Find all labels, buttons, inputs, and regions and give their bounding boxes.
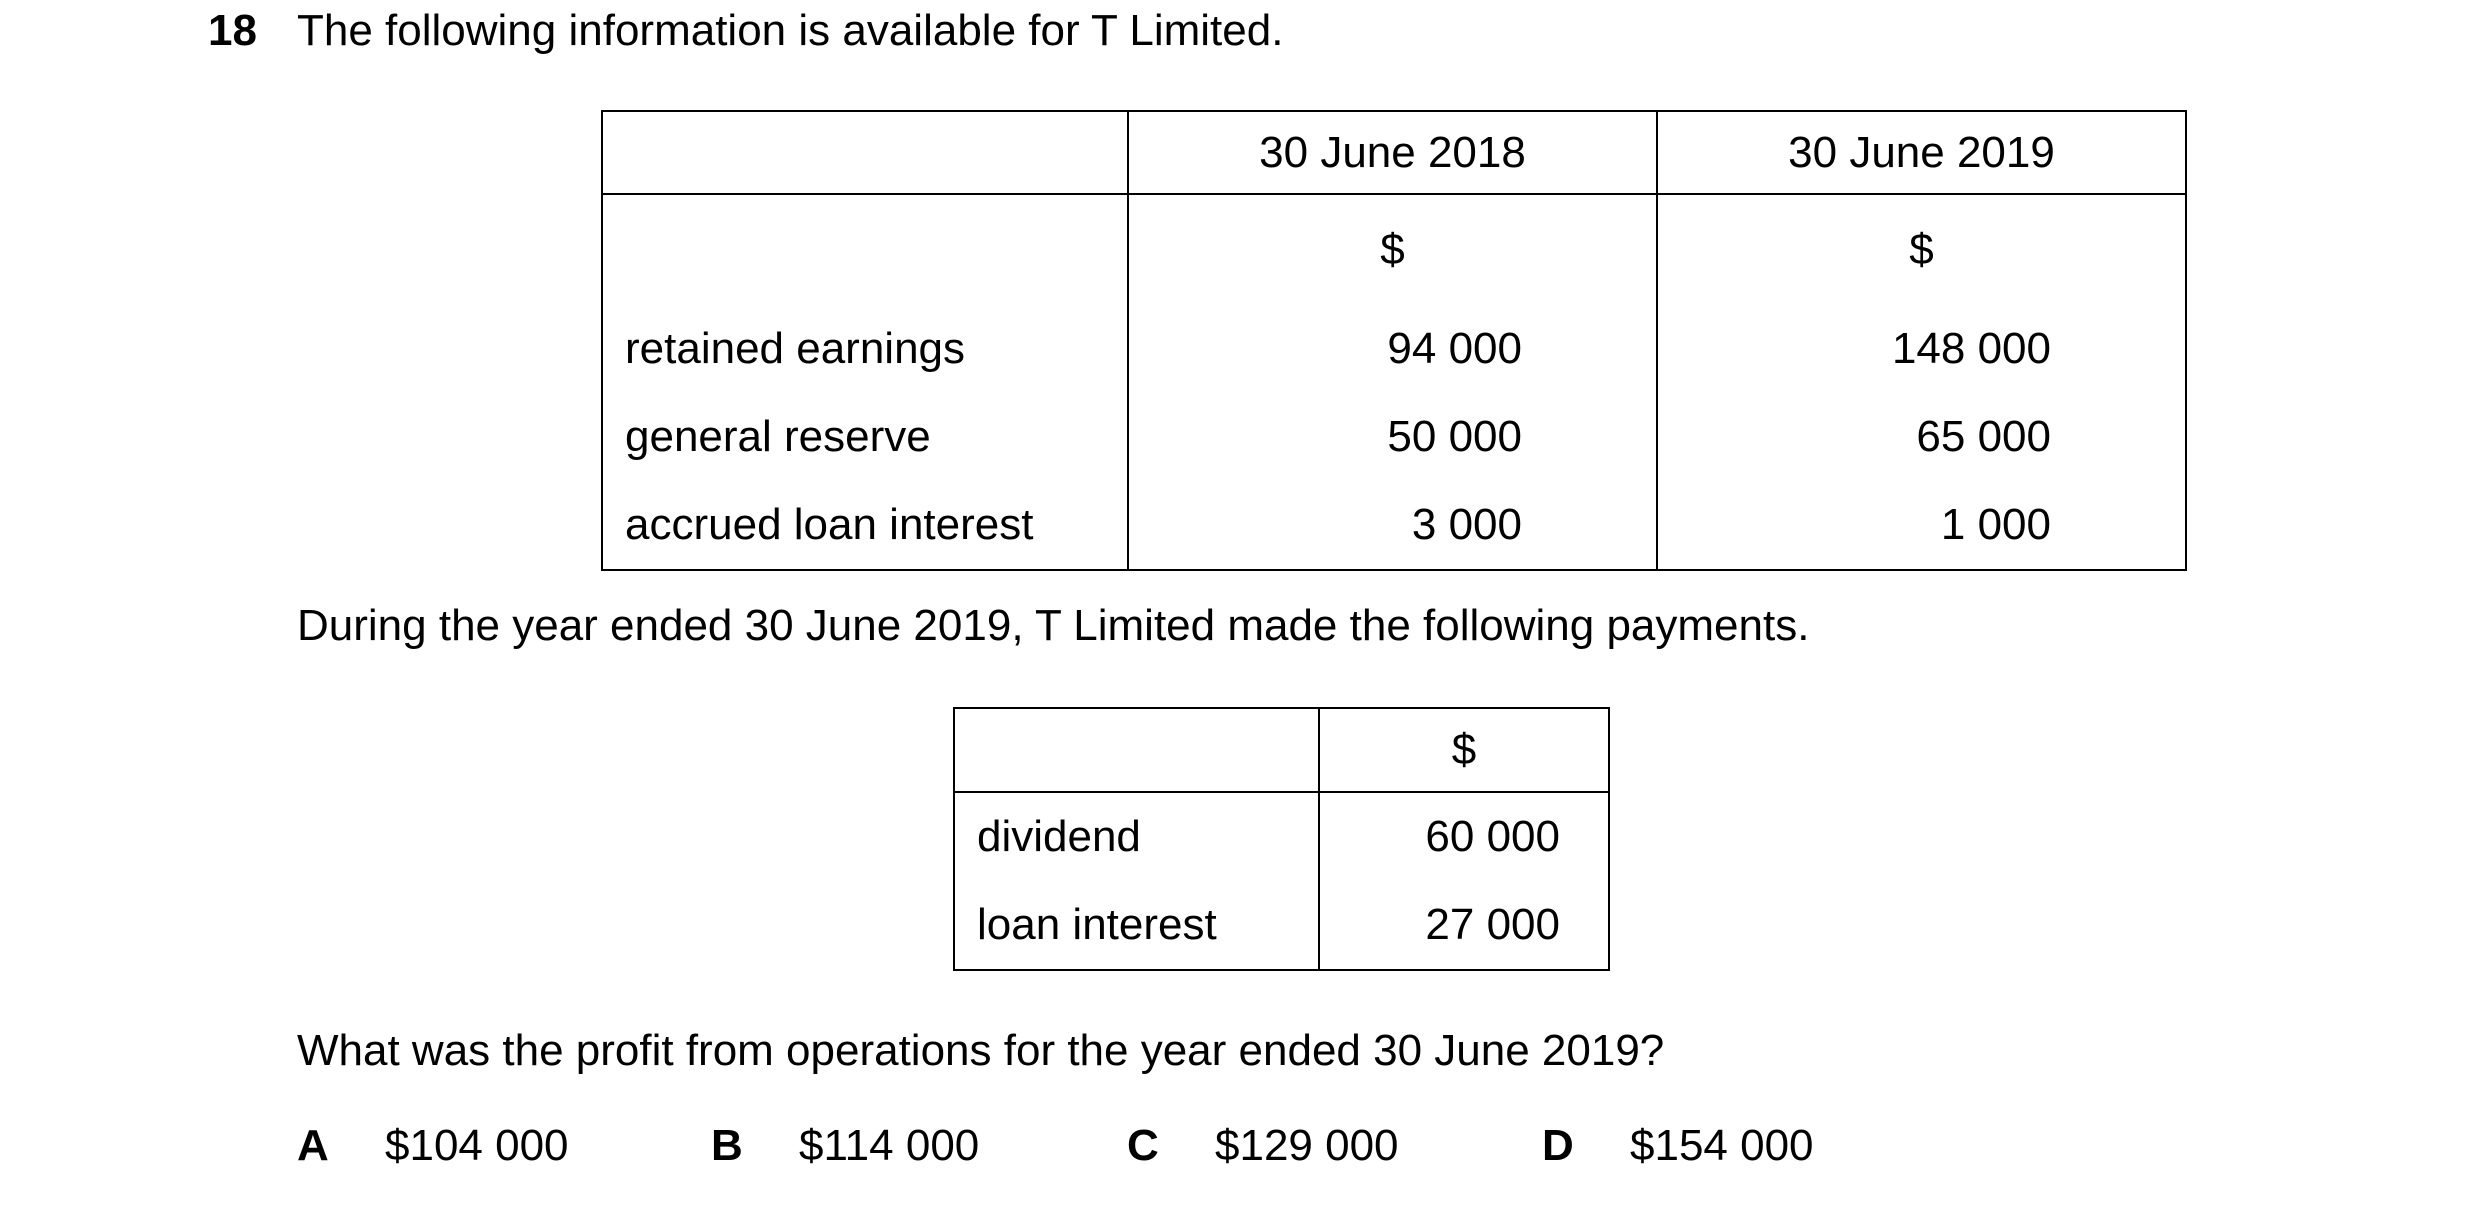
question-prompt: What was the profit from operations for the year ended 30 June 2019? [297, 1026, 1665, 1075]
option-value: $104 000 [385, 1121, 569, 1170]
row-label: accrued loan interest [602, 481, 1128, 570]
value-2019: 1 000 [1657, 481, 2186, 570]
option-value: $154 000 [1630, 1121, 1814, 1170]
currency-cell-2019: $ [1657, 194, 2186, 305]
table-header-row [954, 708, 1609, 792]
header-cell-empty [602, 111, 1128, 194]
header-cell-2018: 30 June 2018 [1128, 111, 1657, 194]
option-letter: C [1127, 1121, 1159, 1170]
currency-cell-2018: $ [1128, 194, 1657, 305]
row-label: general reserve [602, 393, 1128, 481]
currency-cell-empty [602, 194, 1128, 305]
currency-row [602, 194, 2186, 305]
header-cell-currency: $ [1319, 708, 1609, 792]
question-intro: The following information is available for T Limited. [297, 6, 1284, 55]
header-cell-empty [954, 708, 1319, 792]
payment-value: 60 000 [1319, 792, 1609, 881]
option-b[interactable] [711, 1120, 980, 1173]
row-label: loan interest [954, 881, 1319, 970]
row-label: dividend [954, 792, 1319, 881]
value-2019: 65 000 [1657, 393, 2186, 481]
table-row [602, 481, 2186, 570]
table-header-row [602, 111, 2186, 194]
value-2018: 50 000 [1128, 393, 1657, 481]
option-a[interactable] [297, 1120, 569, 1173]
option-letter: A [297, 1121, 329, 1170]
balances-table [601, 110, 2187, 571]
option-letter: B [711, 1121, 743, 1170]
payments-intro: During the year ended 30 June 2019, T Limited made the following payments. [297, 601, 1810, 650]
value-2019: 148 000 [1657, 305, 2186, 393]
table-row [602, 305, 2186, 393]
option-c[interactable] [1127, 1120, 1399, 1173]
header-cell-2019: 30 June 2019 [1657, 111, 2186, 194]
payments-table [953, 707, 1610, 971]
row-label: retained earnings [602, 305, 1128, 393]
option-d[interactable] [1542, 1120, 1814, 1173]
option-letter: D [1542, 1121, 1574, 1170]
option-value: $114 000 [799, 1121, 980, 1170]
table-row [954, 792, 1609, 881]
payment-value: 27 000 [1319, 881, 1609, 970]
question-number: 18 [208, 6, 257, 55]
table-row [602, 393, 2186, 481]
value-2018: 94 000 [1128, 305, 1657, 393]
option-value: $129 000 [1215, 1121, 1399, 1170]
table-row [954, 881, 1609, 970]
value-2018: 3 000 [1128, 481, 1657, 570]
